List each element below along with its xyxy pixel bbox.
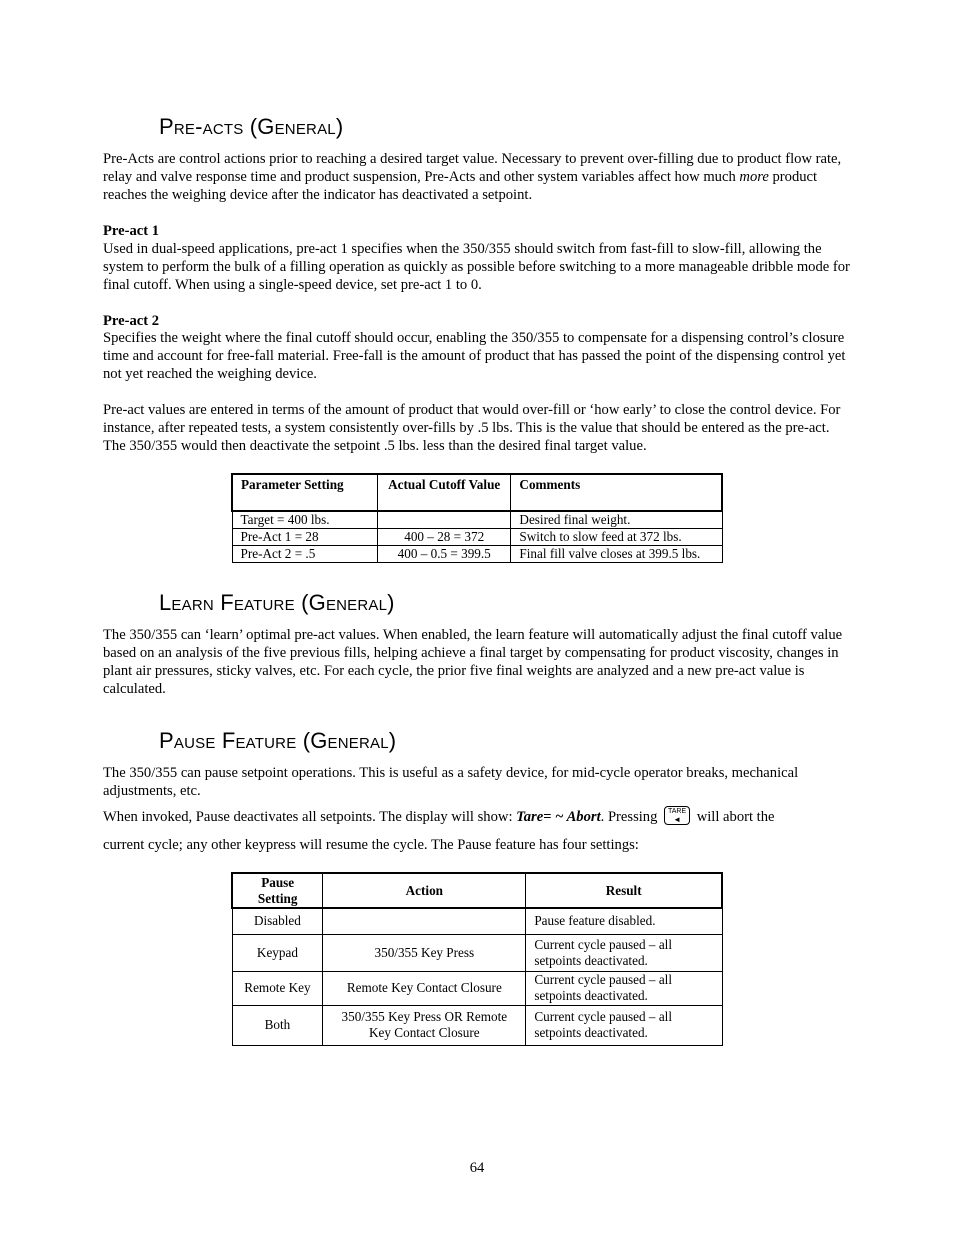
table-row: [232, 546, 722, 563]
table-cell: Current cycle paused – all setpoints deactivated.: [526, 1005, 722, 1045]
table-cell: Final fill valve closes at 399.5 lbs.: [511, 546, 722, 563]
pause-settings-table: [231, 872, 723, 1046]
table-cell: Switch to slow feed at 372 lbs.: [511, 529, 722, 546]
table-header-cell: Result: [526, 873, 722, 908]
tare-key-label: TARE: [667, 808, 687, 815]
table-cell: Disabled: [232, 908, 323, 934]
table-cell: 400 – 28 = 372: [378, 529, 511, 546]
pause-invoked-line: [103, 806, 851, 828]
preact1-text: Used in dual-speed applications, pre-act 1 specifies when the 350/355 should switch from fast-fill to slow-fill, allowing the system to perform the bulk of a filling operation as quickly as possible before switching to a more manageable dribble mode for final cutoff. When using a single-speed device, set pre-act 1 to 0.: [103, 241, 850, 293]
table-header-cell: Comments: [511, 474, 722, 511]
table-cell: Remote Key Contact Closure: [323, 971, 526, 1005]
table-header-cell: Pause Setting: [232, 873, 323, 908]
table-row: [232, 1005, 722, 1045]
pause-text: The 350/355 can pause setpoint operations. This is useful as a safety device, for mid-cycle operator breaks, mechanical adjustments, etc.: [103, 765, 799, 799]
preact2-title: Pre-act 2: [103, 313, 160, 329]
pause-invoked-a: When invoked, Pause deactivates all setpoints. The display will show:: [103, 809, 517, 825]
table-row: [232, 934, 722, 971]
table-header-cell: Action: [323, 873, 526, 908]
preacts-intro-part1: Pre-Acts are control actions prior to reaching a desired target value. Necessary to prevent over-filling due to product flow rate, relay and valve response time and product suspension, Pre-Acts and other system variables affect how much: [103, 151, 842, 185]
learn-text: The 350/355 can ‘learn’ optimal pre-act values. When enabled, the learn feature will automatically adjust the final cutoff value based on an analysis of the five previous fills, helping achieve a final target by compensating for product viscosity, changes in plant air pressures, sticky valves, etc. For each cycle, the prior five final weights are analyzed and a new pre-act value is calculated.: [103, 627, 843, 697]
table-cell: Pre-Act 2 = .5: [232, 546, 378, 563]
pause-display-text: Tare= ~ Abort: [516, 809, 601, 825]
pause-invoked-line2: current cycle; any other keypress will resume the cycle. The Pause feature has four settings:: [103, 837, 639, 853]
table-row: [232, 971, 722, 1005]
table-cell: Target = 400 lbs.: [232, 511, 378, 529]
table-header-cell: Actual Cutoff Value: [378, 474, 511, 511]
table-cell: Keypad: [232, 934, 323, 971]
pause-invoked-b: . Pressing: [600, 809, 662, 825]
table-row: [232, 529, 722, 546]
preacts-intro-emphasis: more: [739, 169, 769, 185]
table-cell: [378, 511, 511, 529]
heading-preacts: Pre-acts (General): [159, 114, 344, 139]
preact2-text: Specifies the weight where the final cutoff should occur, enabling the 350/355 to compensate for a dispensing control’s closure time and account for free-fall material. Free-fall is the amount of product that has passed the point of the dispensing control yet not yet reached the weighing device.: [103, 330, 846, 382]
table-header-cell: Parameter Setting: [232, 474, 378, 511]
table-cell: Pre-Act 1 = 28: [232, 529, 378, 546]
tare-key-arrow: ◄: [673, 815, 681, 824]
heading-pause: Pause Feature (General): [159, 728, 397, 753]
table-cell: 350/355 Key Press OR Remote Key Contact Closure: [323, 1005, 526, 1045]
table-cell: Pause feature disabled.: [526, 908, 722, 934]
preacts-intro-part2: product reaches the weighing device after the indicator has deactivated a setpoint.: [103, 169, 818, 203]
table-cell: 350/355 Key Press: [323, 934, 526, 971]
table-cell: Desired final weight.: [511, 511, 722, 529]
table-header-row: [232, 873, 722, 908]
preact-values-text: Pre-act values are entered in terms of the amount of product that would over-fill or ‘how early’ to close the control device. For instance, after repeated tests, a system consistently over-fills by .5 lbs. This is the value that should be entered as the pre-act. The 350/355 would then deactivate the setpoint .5 lbs. less than the desired final target value.: [103, 402, 841, 454]
tare-key-icon: [664, 806, 690, 825]
pause-invoked-c: will abort the: [693, 809, 775, 825]
table-header-row: [232, 474, 722, 511]
table-row: [232, 908, 722, 934]
table-cell: Current cycle paused – all setpoints deactivated.: [526, 971, 722, 1005]
table-cell: 400 – 0.5 = 399.5: [378, 546, 511, 563]
table-row: [232, 511, 722, 529]
page-number: 64: [469, 1160, 485, 1176]
table-cell: [323, 908, 526, 934]
preact-table: [231, 473, 723, 563]
heading-learn: Learn Feature (General): [159, 590, 395, 615]
table-cell: Remote Key: [232, 971, 323, 1005]
preact1-title: Pre-act 1: [103, 223, 160, 239]
table-cell: Both: [232, 1005, 323, 1045]
preacts-intro: [103, 150, 851, 204]
table-cell: Current cycle paused – all setpoints deactivated.: [526, 934, 722, 971]
